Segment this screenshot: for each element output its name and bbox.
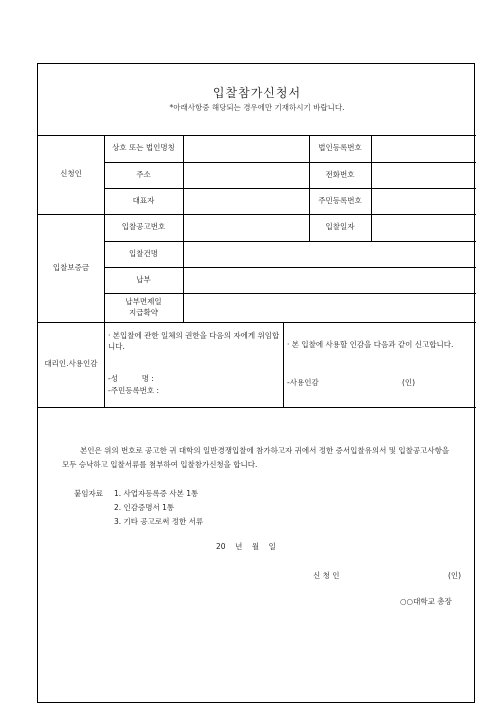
bid-bond-section-label: 입찰보증금	[52, 262, 90, 272]
notice-no-label: 입찰공고번호	[121, 222, 166, 232]
representative-label: 대표자	[132, 195, 155, 205]
phone-label: 전화번호	[325, 169, 355, 179]
divider	[283, 322, 284, 407]
attachment-item: 3. 기타 공고로써 정한 서류	[114, 517, 204, 526]
divider	[371, 135, 372, 215]
applicant-seal-mark: (인)	[448, 571, 462, 580]
recipient: ○○대학교 총장	[400, 597, 452, 606]
applicant-sign-label: 신 청 인	[313, 571, 340, 580]
attachment-item: 1. 사업자등록증 사본 1통	[114, 489, 199, 498]
divider	[371, 214, 372, 241]
seal-text: · 본 입찰에 사용할 인감을 다음과 같이 신고합니다.	[287, 340, 454, 349]
agent-section-label: 대리인.사용인감	[44, 359, 98, 369]
divider	[183, 135, 184, 322]
delegation-text: · 본입찰에 관한 일체의 권한을 다음의 자에게 위임합니다.	[108, 331, 280, 352]
agent-resident-label: -주민등록번호 :	[108, 386, 160, 395]
exemption-label-line2: 지급확약	[129, 307, 158, 317]
attachment-item: 2. 인감증명서 1통	[114, 503, 175, 512]
bid-date-label: 입찰일자	[325, 222, 355, 232]
declaration-body: 본인은 위의 번호로 공고한 귀 대학의 일반경쟁입찰에 참가하고자 귀에서 정한 증서입찰유의서 및 입찰공고사항을 모두 승낙하고 입찰서류를 첨부하여 입찰참가신청을 합니다.	[62, 446, 450, 470]
seal-label: -사용인감	[287, 378, 319, 387]
attachments-label: 붙임자료	[74, 489, 103, 498]
form-subtitle: *아래사항중 해당되는 경우에만 기재하시기 바랍니다.	[169, 103, 345, 112]
application-form	[37, 63, 475, 703]
divider	[38, 407, 476, 408]
address-label: 주소	[136, 169, 151, 179]
form-title: 입찰참가신청서	[212, 86, 302, 100]
agent-name-label: -성 명 :	[108, 374, 154, 383]
applicant-section-label: 신청인	[60, 169, 82, 179]
corp-reg-no-label: 법인등록번호	[318, 143, 362, 153]
exemption-label-line1: 납부면제일	[125, 297, 162, 307]
resident-reg-no-label: 주민등록번호	[318, 195, 362, 205]
exemption-label	[104, 293, 183, 322]
date-line: 20 년 월 일	[216, 542, 276, 551]
bid-name-label: 입찰건명	[129, 248, 158, 258]
seal-mark: (인)	[402, 378, 416, 387]
company-name-label: 상호 또는 법인명칭	[112, 143, 175, 153]
payment-label: 납부	[136, 274, 151, 284]
